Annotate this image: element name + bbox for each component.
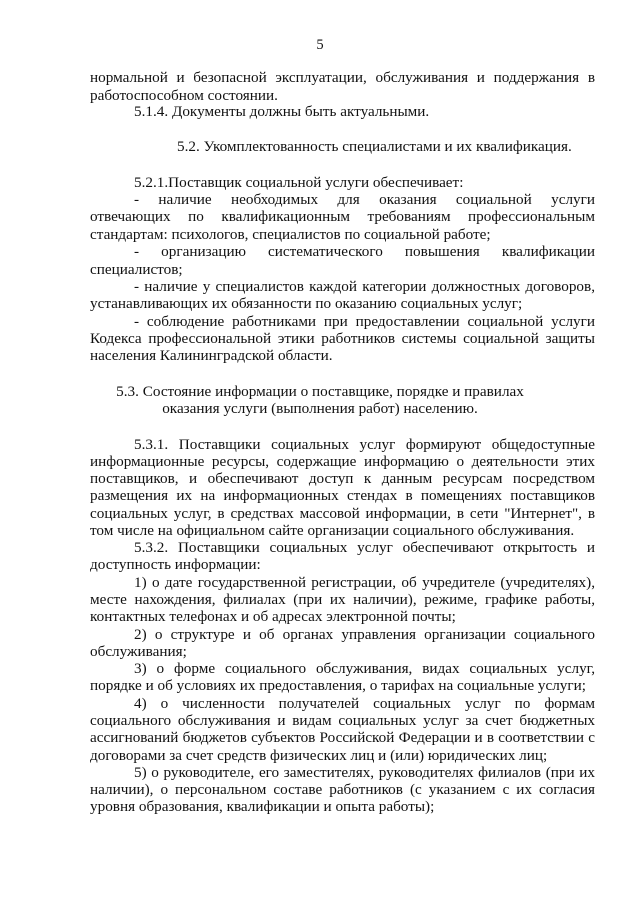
text-line: 5) о руководителе, его заместителях, руководителях филиалов (при их	[134, 764, 595, 781]
text-line: 2) о структуре и об органах управления организации социального	[134, 626, 595, 643]
text-line: наличии), о персональном составе работников (с указанием с их согласия	[90, 781, 595, 798]
text-line: поставщиков, и обеспечивают доступ к данным ресурсам посредством	[90, 470, 595, 487]
text-line: стандартам: психологов, специалистов по социальной работе;	[90, 226, 491, 243]
text-line: том числе на официальном сайте организации социального обслуживания.	[90, 522, 575, 539]
section-heading: 5.2. Укомплектованность специалистами и их квалификация.	[177, 138, 572, 155]
text-line: 5.3.2. Поставщики социальных услуг обеспечивают открытость и	[134, 539, 595, 556]
text-line: порядке и об условиях их предоставления, о тарифах на социальные услуги;	[90, 677, 586, 694]
text-line: доступность информации:	[90, 556, 261, 573]
text-line: ассигнований бюджетов субъектов Российской Федерации и в соответствии с	[90, 729, 595, 746]
text-line: устанавливающих их обязанности по оказанию социальных услуг;	[90, 295, 523, 312]
text-line: договорами за счет средств физических лиц и (или) юридических лиц;	[90, 747, 548, 764]
section-heading: оказания услуги (выполнения работ) населению.	[162, 400, 478, 417]
text-line: работоспособном состоянии.	[90, 87, 278, 104]
text-line: - соблюдение работниками при предоставлении социальной услуги	[134, 313, 595, 330]
text-line: - наличие у специалистов каждой категории должностных договоров,	[134, 278, 595, 295]
text-line: 5.3.1. Поставщики социальных услуг формируют общедоступные	[134, 436, 595, 453]
text-line: - организацию систематического повышения квалификации	[134, 243, 595, 260]
text-line: нормальной и безопасной эксплуатации, обслуживания и поддержания в	[90, 69, 595, 86]
text-line: 1) о дате государственной регистрации, об учредителе (учредителях),	[134, 574, 595, 591]
text-line: месте нахождения, филиалах (при их наличии), режиме, графике работы,	[90, 591, 595, 608]
text-line: обслуживания;	[90, 643, 187, 660]
section-heading: 5.3. Состояние информации о поставщике, порядке и правилах	[116, 383, 524, 400]
text-line: контактных телефонах и об адресах электронной почты;	[90, 608, 456, 625]
text-line: - наличие необходимых для оказания социальной услуги	[134, 191, 595, 208]
text-line: 5.1.4. Документы должны быть актуальными.	[134, 103, 430, 120]
text-line: населения Калининградской области.	[90, 347, 333, 364]
page-number: 5	[316, 37, 324, 53]
text-line: социального обслуживания и видам социальных услуг за счет бюджетных	[90, 712, 595, 729]
text-line: специалистов;	[90, 261, 183, 278]
text-line: отвечающих по квалификационным требованиям профессиональным	[90, 208, 595, 225]
text-line: Кодекса профессиональной этики работников системы социальной защиты	[90, 330, 595, 347]
text-line: размещения их на информационных стендах в помещениях поставщиков	[90, 487, 595, 504]
text-line: информационные ресурсы, содержащие информацию о деятельности этих	[90, 453, 595, 470]
text-line: 4) о численности получателей социальных услуг по формам	[134, 695, 595, 712]
text-line: 5.2.1.Поставщик социальной услуги обеспечивает:	[134, 174, 464, 191]
text-line: 3) о форме социального обслуживания, видах социальных услуг,	[134, 660, 595, 677]
text-line: социальных услуг, в средствах массовой информации, в сети "Интернет", в	[90, 505, 595, 522]
text-line: уровня образования, квалификации и опыта работы);	[90, 798, 435, 815]
